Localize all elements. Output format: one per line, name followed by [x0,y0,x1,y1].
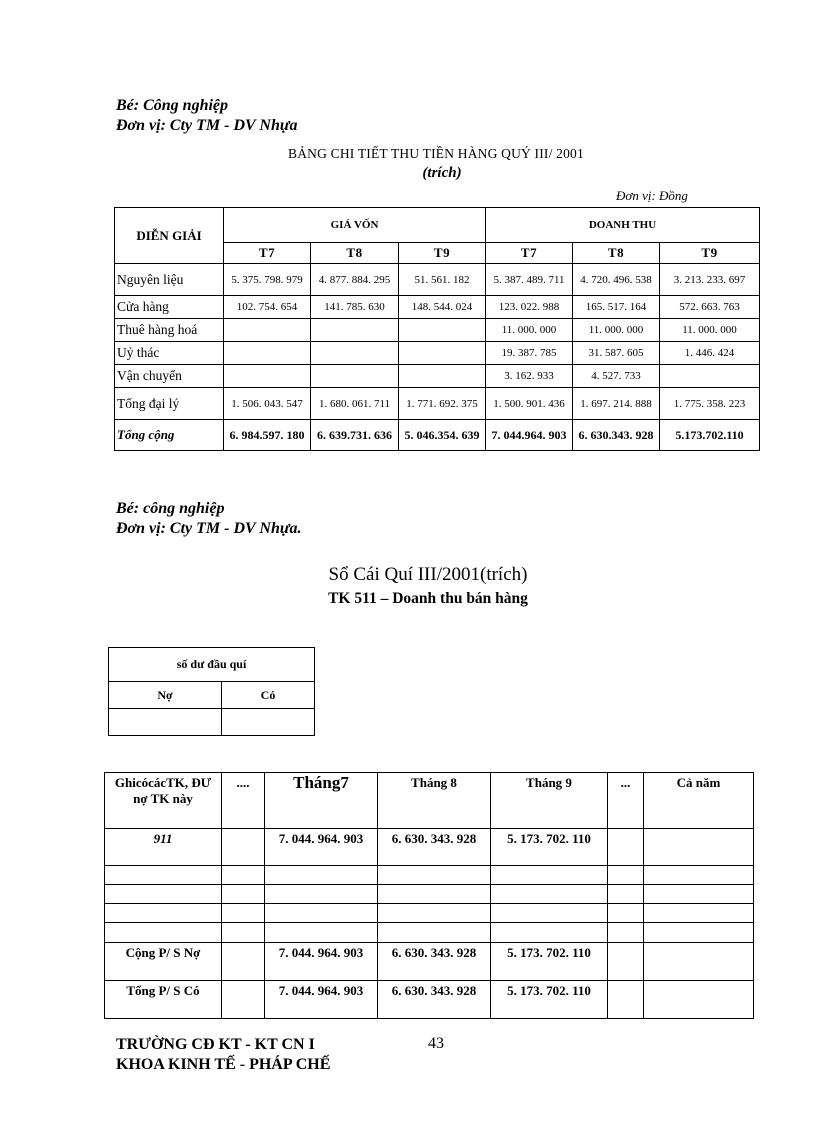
cell: 4. 877. 884. 295 [311,264,399,296]
cell: 7. 044.964. 903 [486,420,573,451]
account-911: 911 [105,829,222,866]
credit-header: Có [222,682,315,709]
empty-row [105,904,754,923]
table-row [115,388,760,420]
cell: 1. 680. 061. 711 [311,388,399,420]
cell: 5. 387. 489. 711 [486,264,573,296]
cell: 3. 213. 233. 697 [660,264,760,296]
cell: 1. 506. 043. 547 [224,388,311,420]
unit-label: Đơn vị: Cty TM - DV Nhựa [116,117,298,134]
col-group-cost: GIÁ VỐN [224,208,486,243]
cell [224,319,311,342]
header2 [116,499,301,539]
cell: 11. 000. 000 [486,319,573,342]
cell [644,981,754,1019]
cell: 102. 754. 654 [224,296,311,319]
cell [399,342,486,365]
row-label: Thuê hàng hoá [115,319,224,342]
cell [608,943,644,981]
cell: 123. 022. 988 [486,296,573,319]
col-header-desc: DIỄN GIẢI [115,208,224,264]
cell: 5. 173. 702. 110 [491,981,608,1019]
month-header: T9 [660,243,760,264]
sector-label: Bé: Công nghiệp [116,97,229,114]
cell: 7. 044. 964. 903 [265,829,378,866]
cell [224,342,311,365]
table-row [115,296,760,319]
cell: 5. 046.354. 639 [399,420,486,451]
cell: 141. 785. 630 [311,296,399,319]
debit-total-label: Cộng P/ S Nợ [105,943,222,981]
cell: 6. 630.343. 928 [573,420,660,451]
debit-value [109,709,222,736]
total-row [115,420,760,451]
table1-title: BẢNG CHI TIẾT THU TIỀN HÀNG QUÝ III/ 2001 [288,146,584,161]
footer-school: TRƯỜNG CĐ KT - KT CN I [116,1036,315,1053]
cell: 6. 630. 343. 928 [378,981,491,1019]
col-header-ellipsis2: ... [608,773,644,829]
cell [222,981,265,1019]
col-header-ellipsis: .... [222,773,265,829]
cell: 5. 173. 702. 110 [491,943,608,981]
ledger-title: Sổ Cái Quí III/2001(trích) [328,564,528,585]
cell: 1. 446. 424 [660,342,760,365]
cell: 7. 044. 964. 903 [265,981,378,1019]
revenue-detail-table [114,207,760,451]
cell: 51. 561. 182 [399,264,486,296]
credit-total-row [105,981,754,1019]
table-row [115,319,760,342]
row-label: Vận chuyển [115,365,224,388]
cell: 5. 173. 702. 110 [491,829,608,866]
cell: 7. 044. 964. 903 [265,943,378,981]
cell: 1. 500. 901. 436 [486,388,573,420]
total-label: Tổng cộng [115,420,224,451]
cell: 1. 697. 214. 888 [573,388,660,420]
credit-value [222,709,315,736]
cell: 4. 527. 733 [573,365,660,388]
cell [224,365,311,388]
table-row [105,829,754,866]
col-group-revenue: DOANH THU [486,208,760,243]
row-label: Uỷ thác [115,342,224,365]
cell [644,829,754,866]
cell [608,981,644,1019]
cell [311,342,399,365]
col-header-year: Cả năm [644,773,754,829]
cell: 6. 984.597. 180 [224,420,311,451]
credit-total-label: Tổng P/ S Có [105,981,222,1019]
page-number: 43 [428,1035,444,1052]
cell [644,943,754,981]
row-label: Tổng đại lý [115,388,224,420]
cell: 148. 544. 024 [399,296,486,319]
cell [311,365,399,388]
row-label: Cửa hàng [115,296,224,319]
opening-balance-title: số dư đầu quí [109,648,315,682]
unit-label: Đơn vị: Cty TM - DV Nhựa. [116,520,302,537]
col-header-month9: Tháng 9 [491,773,608,829]
ledger-table [104,772,754,1019]
cell [660,365,760,388]
cell: 19. 387. 785 [486,342,573,365]
empty-row [105,923,754,943]
cell: 6. 630. 343. 928 [378,943,491,981]
ledger-subtitle: TK 511 – Doanh thu bán hàng [328,590,528,607]
cell: 165. 517. 164 [573,296,660,319]
cell: 5.173.702.110 [660,420,760,451]
debit-total-row [105,943,754,981]
empty-row [105,885,754,904]
cell: 11. 000. 000 [573,319,660,342]
cell [311,319,399,342]
month-header: T8 [573,243,660,264]
cell [399,365,486,388]
table-row [115,342,760,365]
month-header: T7 [486,243,573,264]
col-header-month8: Tháng 8 [378,773,491,829]
cell: 6. 630. 343. 928 [378,829,491,866]
cell [608,829,644,866]
table-row [115,365,760,388]
table-row [115,264,760,296]
col-header-account: GhicócácTK, ĐƯ nợ TK này [105,773,222,829]
cell: 1. 775. 358. 223 [660,388,760,420]
cell [222,829,265,866]
cell: 11. 000. 000 [660,319,760,342]
table1-unit: Đơn vị: Đồng [616,188,688,203]
sector-label: Bé: công nghiệp [116,500,225,517]
row-label: Nguyên liệu [115,264,224,296]
cell [399,319,486,342]
cell: 1. 771. 692. 375 [399,388,486,420]
opening-balance-table [108,647,315,736]
footer-faculty: KHOA KINH TẾ - PHÁP CHẾ [116,1056,331,1073]
month-header: T7 [224,243,311,264]
cell: 31. 587. 605 [573,342,660,365]
cell: 6. 639.731. 636 [311,420,399,451]
month-header: T9 [399,243,486,264]
col-header-month7: Tháng7 [265,773,378,829]
cell: 3. 162. 933 [486,365,573,388]
empty-row [105,866,754,885]
footer [116,1035,330,1075]
table1-subtitle: (trích) [422,165,462,181]
cell: 4. 720. 496. 538 [573,264,660,296]
cell [222,943,265,981]
cell: 5. 375. 798. 979 [224,264,311,296]
cell: 572. 663. 763 [660,296,760,319]
header1 [116,96,297,136]
debit-header: Nợ [109,682,222,709]
month-header: T8 [311,243,399,264]
